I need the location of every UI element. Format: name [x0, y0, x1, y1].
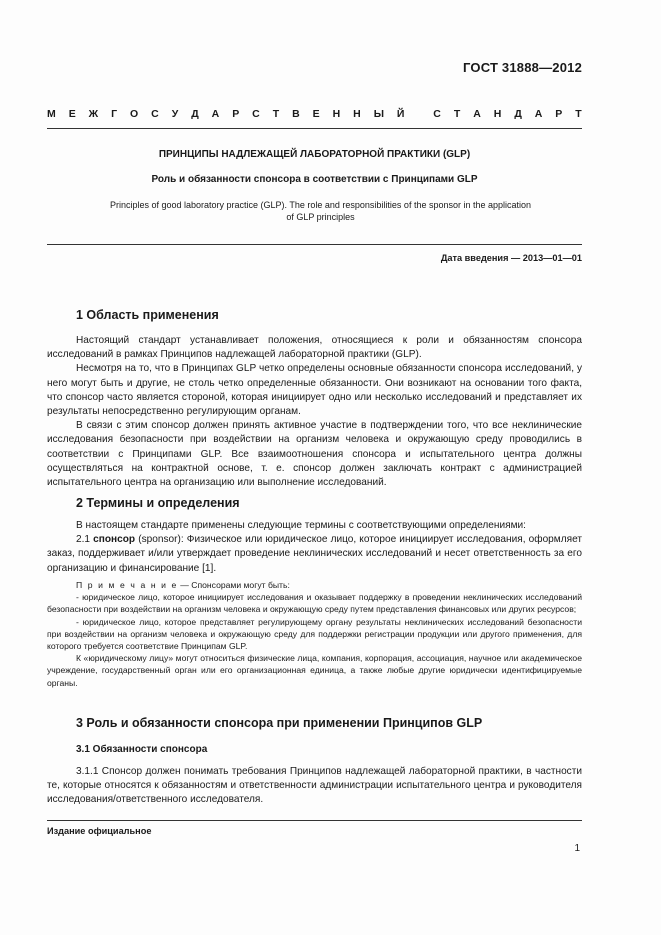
divider-top	[47, 128, 582, 129]
term-number: 2.1	[76, 534, 91, 546]
section-2-heading: 2 Термины и определения	[76, 496, 240, 510]
note-item: - юридическое лицо, которое представляет регулирующему органу результаты неклинических исследований безопасности при воздействии на организм человека и окружающую среду для поддержки регистрации продукции или другого применения, для которого требуется соответствие Принципам GLP.	[47, 616, 582, 652]
page-number: 1	[574, 843, 580, 854]
paragraph: В настоящем стандарте применены следующие термины с соответствующими определениями:	[76, 520, 526, 531]
banner-letter: Д	[514, 108, 522, 120]
section-2-body	[47, 519, 582, 576]
english-title-line: of GLP principles	[286, 212, 355, 222]
note-item: - юридическое лицо, которое инициирует исследования и оказывает поддержку в проведении неклинических исследований безопасности при воздействии на организм человека и окружающую среду путем представления финансовых или других ресурсов;	[47, 592, 582, 615]
banner-letter: Р	[232, 108, 240, 120]
english-title-line: Principles of good laboratory practice (GLP). The role and responsibilities of the sponsor in the application	[109, 200, 532, 210]
banner-letter: У	[171, 108, 179, 120]
banner-letter: А	[473, 108, 481, 120]
subsection-3-1-heading: 3.1 Обязанности спонсора	[76, 744, 208, 755]
banner-letter: Т	[272, 108, 280, 120]
edition-label: Издание официальное	[47, 826, 152, 836]
banner-letter: Ж	[88, 108, 99, 120]
banner-letter: Т	[575, 108, 582, 120]
banner-letter: Г	[111, 108, 118, 120]
banner-letter: Е	[312, 108, 320, 120]
note-label: П р и м е ч а н и е	[76, 580, 178, 590]
banner-letter: Д	[191, 108, 199, 120]
paragraph: Несмотря на то, что в Принципах GLP четко определены основные обязанности спонсора исследований, у него могут быть и другие, не столь четко определенные обязанности. Они возникают на основании того факта, что спонсор часто является стороной, которая инициирует одно или несколько исследований и представляет их результаты непосредственно регулирующим органам.	[47, 363, 582, 418]
paragraph: Настоящий стандарт устанавливает положения, относящиеся к роли и обязанностям спонсора исследований в рамках Принципов надлежащей лабораторной практики (GLP).	[47, 335, 582, 361]
english-title	[90, 199, 551, 223]
divider-mid	[47, 244, 582, 245]
banner-gap	[417, 108, 420, 120]
banner-letter: А	[534, 108, 543, 120]
term-definition	[47, 533, 582, 576]
note	[47, 579, 582, 689]
term-definition-text: (sponsor): Физическое или юридическое лицо, которое инициирует исследования, оформляет заказ, поддерживает и/или утверждает проведение неклинических исследований и несет ответственность за его организацию и финансирование [1].	[47, 534, 582, 574]
paragraph: 3.1.1 Спонсор должен понимать требования Принципов надлежащей лабораторной практики, в частности те, которые относятся к обязанностям и ответственности администрации испытательного центра и руководителя исследования/ответственного исследователя.	[47, 766, 582, 806]
paragraph: В связи с этим спонсор должен принять активное участие в подтверждении того, что все неклинические исследования безопасности при воздействии на организм человека и окружающую среду проводились в соответствии с Принципами GLP. Все взаимоотношения спонсора и испытательного центра должны осуществляться на контрактной основе, т. е. спонсор должен заключать контракт с администрацией испытательного центра на организацию или выполнение исследований.	[47, 420, 582, 489]
section-3-body	[47, 765, 582, 808]
document-subtitle: Роль и обязанности спонсора в соответствии с Принципами GLP	[151, 174, 478, 185]
banner-letter: М	[47, 108, 56, 120]
introduction-date: Дата введения — 2013—01—01	[440, 253, 582, 263]
note-item: К «юридическому лицу» могут относиться физические лица, компания, корпорация, ассоциация, научное или академическое учреждение, государственный орган или его организационная единица, а также любые другие юридически идентифицируемые органы.	[47, 653, 582, 688]
banner-letter: Й	[396, 108, 405, 120]
standard-code: ГОСТ 31888—2012	[463, 60, 582, 75]
banner-letter: В	[292, 108, 300, 120]
section-1-body	[47, 334, 582, 490]
banner-letter: Ы	[373, 108, 384, 120]
banner-letter: Е	[68, 108, 76, 120]
banner-letter: А	[211, 108, 220, 120]
banner-letter: О	[130, 108, 139, 120]
note-intro-text: — Спонсорами могут быть:	[177, 580, 290, 590]
banner-letter: Р	[555, 108, 563, 120]
banner-letter: С	[151, 108, 159, 120]
divider-bottom	[47, 820, 582, 821]
section-3-heading: 3 Роль и обязанности спонсора при применении Принципов GLP	[76, 716, 483, 730]
banner-letter: Т	[453, 108, 461, 120]
section-1-heading: 1 Область применения	[76, 308, 219, 322]
banner-letter: С	[252, 108, 260, 120]
document-title: ПРИНЦИПЫ НАДЛЕЖАЩЕЙ ЛАБОРАТОРНОЙ ПРАКТИКИ (GLP)	[158, 149, 471, 160]
banner-letter: Н	[493, 108, 502, 120]
standard-type-banner	[47, 108, 582, 120]
banner-letter: Н	[332, 108, 341, 120]
note-intro	[47, 579, 582, 591]
term: спонсор	[93, 534, 136, 546]
banner-letter: Н	[353, 108, 361, 120]
banner-letter: С	[433, 108, 441, 120]
